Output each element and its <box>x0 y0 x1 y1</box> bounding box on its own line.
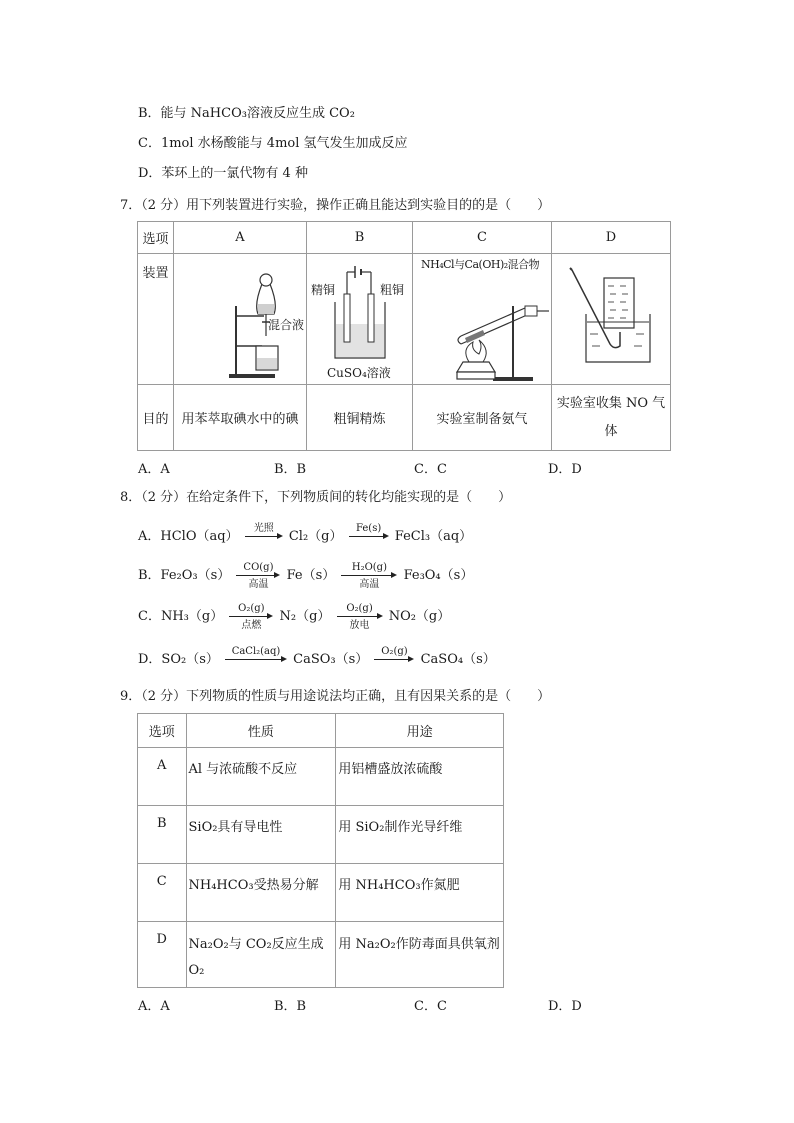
q8-c-arrow2: O₂(g) 放电 <box>337 603 383 631</box>
q8-b-intermediate: Fe（s） <box>286 568 336 583</box>
q9-options <box>138 995 582 1014</box>
q8-option-b <box>138 561 473 591</box>
q9-header-use: 用途 <box>336 714 504 748</box>
q9-row-a-property: Al 与浓硫酸不反应 <box>186 748 336 806</box>
q8-b-arrow1: CO(g) 高温 <box>236 562 280 590</box>
q8-d-product: CaSO₄（s） <box>420 652 496 667</box>
q8-option-c <box>138 602 450 632</box>
q7-purpose-b: 粗铜精炼 <box>307 385 413 451</box>
q9-stem: 9．（2 分）下列物质的性质与用途说法均正确，且有因果关系的是（ ） <box>120 689 551 704</box>
q8-a-intermediate: Cl₂（g） <box>288 529 343 544</box>
q8-c-product: NO₂（g） <box>388 609 451 624</box>
table-row <box>138 864 504 922</box>
q9-option-a: A．A <box>138 999 170 1014</box>
q9-row-b-option: B <box>138 806 187 864</box>
q7-header-b: B <box>307 222 413 254</box>
q8-d-arrow2: O₂(g) <box>374 646 414 674</box>
q6-option-d: D．苯环上的一氯代物有 4 种 <box>138 166 308 181</box>
q9-option-b: B．B <box>274 999 307 1014</box>
q7-option-b: B．B <box>274 462 307 477</box>
q7-header-a: A <box>174 222 307 254</box>
q7-figure-b <box>307 254 413 385</box>
q7-header-c: C <box>413 222 552 254</box>
q7-option-a: A．A <box>138 462 170 477</box>
table-row <box>138 922 504 988</box>
q8-stem: 8．（2 分）在给定条件下，下列物质间的转化均能实现的是（ ） <box>120 490 512 505</box>
q9-row-a-use: 用铝槽盛放浓硫酸 <box>336 748 504 806</box>
q8-b-reactant: B．Fe₂O₃（s） <box>138 568 231 583</box>
q7-figure-c <box>413 254 552 385</box>
q7-apparatus-label: 装置 <box>138 254 174 385</box>
q7-option-d: D．D <box>548 462 582 477</box>
q8-a-product: FeCl₃（aq） <box>394 529 473 544</box>
gas-collection-figure <box>552 254 670 384</box>
q9-row-d-use: 用 Na₂O₂作防毒面具供氧剂 <box>336 922 504 988</box>
q7-purpose-d: 实验室收集 NO 气体 <box>552 385 671 451</box>
ammonia-preparation-figure <box>413 254 551 384</box>
q9-row-a-option: A <box>138 748 187 806</box>
figure-c-label: NH₄Cl与Ca(OH)₂混合物 <box>421 258 540 271</box>
q7-header-option: 选项 <box>138 222 174 254</box>
q9-row-b-use: 用 SiO₂制作光导纤维 <box>336 806 504 864</box>
q7-options <box>138 458 582 477</box>
q8-d-intermediate: CaSO₃（s） <box>293 652 369 667</box>
q7-figure-a <box>174 254 307 385</box>
q9-row-c-property: NH₄HCO₃受热易分解 <box>186 864 336 922</box>
q8-d-arrow1: CaCl₂(aq) <box>225 646 287 674</box>
q7-header-d: D <box>552 222 671 254</box>
table-row <box>138 806 504 864</box>
q9-row-c-option: C <box>138 864 187 922</box>
q8-option-a <box>138 522 472 552</box>
q8-a-arrow1: 光照 <box>245 523 283 551</box>
figure-a-label: 混合液 <box>268 318 305 332</box>
q9-header-property: 性质 <box>186 714 336 748</box>
q8-c-reactant: C．NH₃（g） <box>138 609 224 624</box>
q6-option-c: C．1mol 水杨酸能与 4mol 氢气发生加成反应 <box>138 136 408 151</box>
q9-option-d: D．D <box>548 999 582 1014</box>
q8-option-d <box>138 645 496 675</box>
q8-d-reactant: D．SO₂（s） <box>138 652 219 667</box>
q9-option-c: C．C <box>414 999 447 1014</box>
q9-row-c-use: 用 NH₄HCO₃作氮肥 <box>336 864 504 922</box>
q8-a-reactant: A．HClO（aq） <box>138 529 239 544</box>
q9-header-option: 选项 <box>138 714 187 748</box>
q9-table <box>137 713 504 988</box>
q7-purpose-a: 用苯萃取碘水中的碘 <box>174 385 307 451</box>
q9-row-d-option: D <box>138 922 187 988</box>
q7-purpose-c: 实验室制备氨气 <box>413 385 552 451</box>
q8-b-arrow2: H₂O(g) 高温 <box>341 562 397 590</box>
q7-table <box>137 221 671 451</box>
figure-b-left-label: 精铜 <box>311 283 336 297</box>
q7-option-c: C．C <box>414 462 447 477</box>
q8-c-intermediate: N₂（g） <box>279 609 331 624</box>
q8-b-product: Fe₃O₄（s） <box>403 568 474 583</box>
q7-figure-d <box>552 254 671 385</box>
q9-row-b-property: SiO₂具有导电性 <box>186 806 336 864</box>
q8-a-arrow2: Fe(s) <box>349 523 389 551</box>
q7-stem: 7．（2 分）用下列装置进行实验，操作正确且能达到实验目的的是（ ） <box>120 198 551 213</box>
table-row <box>138 748 504 806</box>
figure-b-solution-label: CuSO₄溶液 <box>327 366 391 380</box>
q6-option-b: B．能与 NaHCO₃溶液反应生成 CO₂ <box>138 106 355 121</box>
q7-purpose-label: 目的 <box>138 385 174 451</box>
q9-row-d-property: Na₂O₂与 CO₂反应生成 O₂ <box>186 922 336 988</box>
figure-b-right-label: 粗铜 <box>380 283 405 297</box>
q8-c-arrow1: O₂(g) 点燃 <box>229 603 273 631</box>
